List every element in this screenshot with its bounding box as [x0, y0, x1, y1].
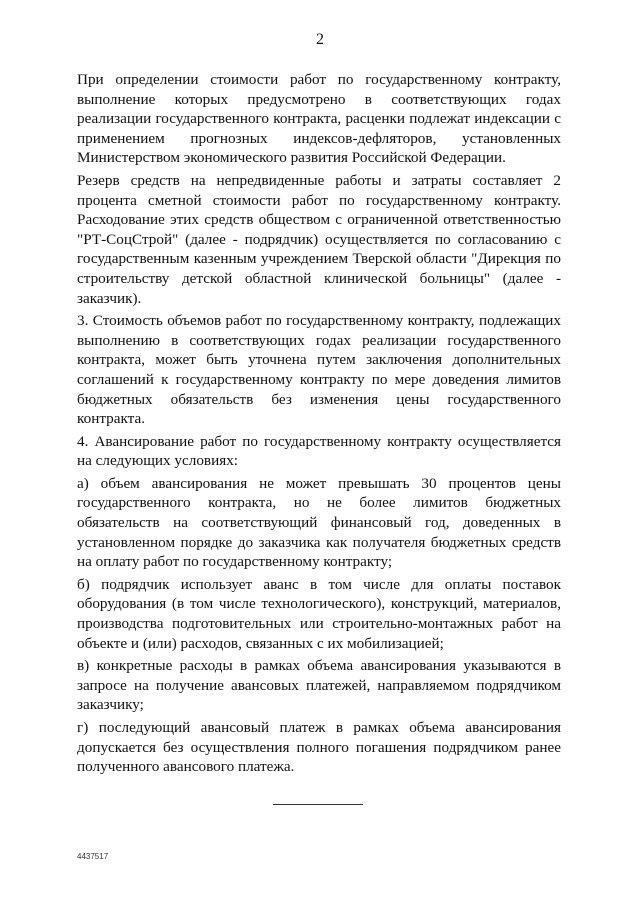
paragraph-pricing-indexation: При определении стоимости работ по государственному контракту, выполнение которых предусмотрено в соответствующих годах реализации государственного контракта, расценки подлежат индексации с применением прогнозных индексов-дефляторов, установленных Министерством экономического развития Российской Федерации. [77, 71, 561, 167]
paragraph-3-cost-adjustment: 3. Стоимость объемов работ по государственному контракту, подлежащих выполнению в соответствующих годах реализации государственного контракта, может быть уточнена путем заключения дополнительных соглашений к государственному контракту по мере доведения лимитов бюджетных обязательств без изменения цены государственного контракта. [77, 312, 561, 428]
document-code: 4437517 [77, 852, 109, 861]
end-divider [273, 804, 363, 805]
paragraph-4b-advance-use: б) подрядчик использует аванс в том числе для оплаты поставок оборудования (в том числе технологического), конструкций, материалов, производства подготовительных или строительно-монтажных работ на объекте и (или) расходов, связанных с их мобилизацией; [77, 575, 561, 652]
paragraph-4-advance-payment: 4. Авансирование работ по государственному контракту осуществляется на следующих условиях: [77, 432, 561, 470]
page-number: 2 [316, 31, 324, 48]
paragraph-4a-advance-volume: а) объем авансирования не может превышать 30 процентов цены государственного контракта, но не более лимитов бюджетных обязательств на соответствующий финансовый год, доведенных в установленном порядке до заказчика как получателя бюджетных средств на оплату работ по государственному контракту; [77, 474, 561, 571]
paragraph-4d-next-advance: г) последующий авансовый платеж в рамках объема авансирования допускается без осуществления полного погашения подрядчиком ранее полученного авансового платежа. [77, 719, 561, 776]
paragraph-reserve-funds: Резерв средств на непредвиденные работы и затраты составляет 2 процента сметной стоимости работ по государственному контракту. Расходование этих средств обществом с ограниченной ответственностью "РТ-СоцСтрой" (далее - подрядчик) осуществляется по согласованию с государственным казенным учреждением Тверской области "Дирекция по строительству детской областной клинической больницы" (далее - заказчик). [77, 171, 561, 307]
paragraph-4c-advance-request: в) конкретные расходы в рамках объема авансирования указываются в запросе на получение авансовых платежей, направляемом подрядчиком заказчику; [77, 657, 561, 714]
document-body [77, 70, 561, 777]
